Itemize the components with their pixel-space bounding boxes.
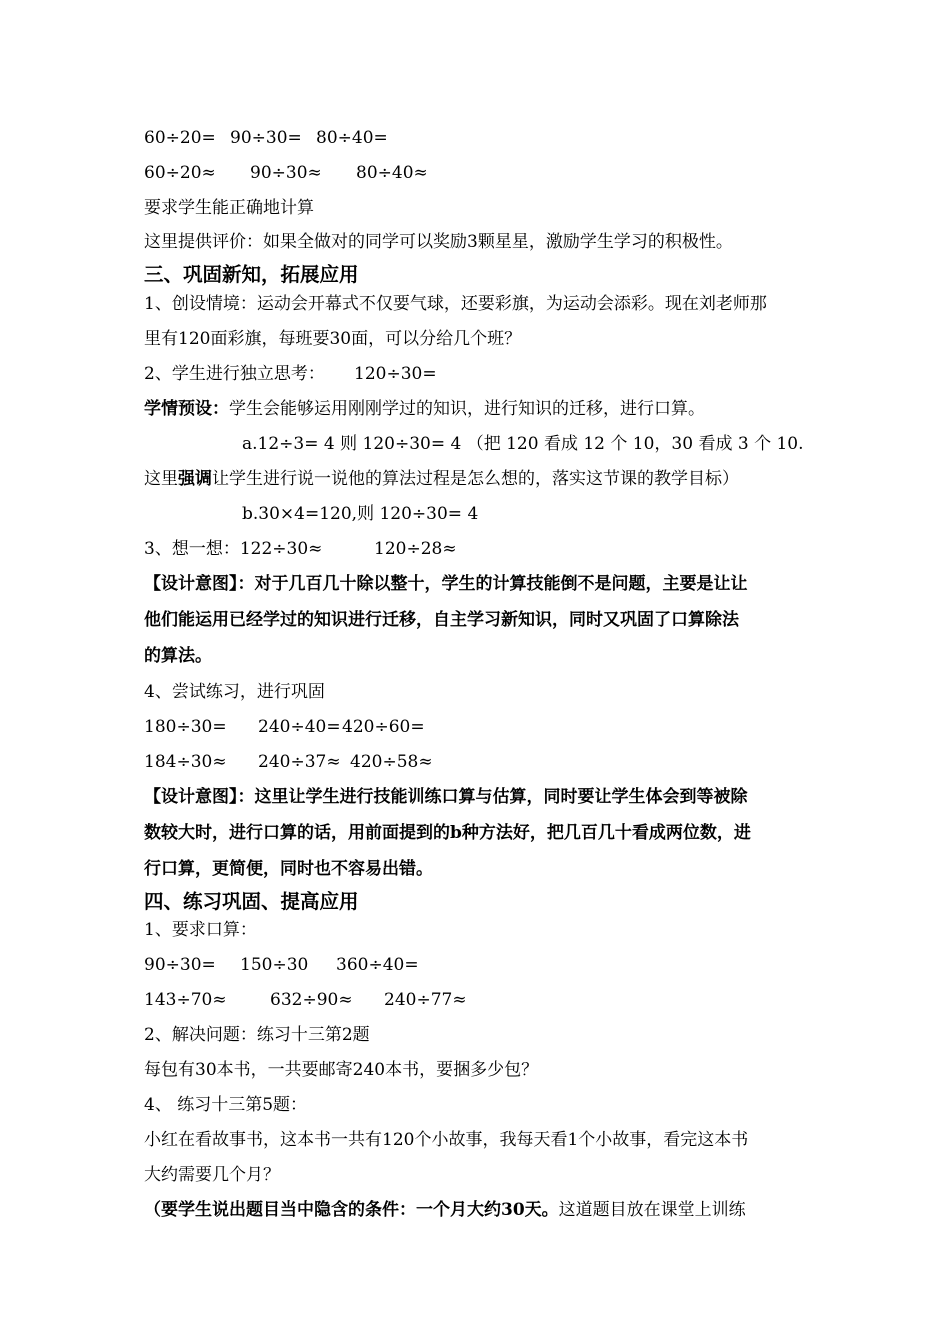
paragraph: 要求学生能正确地计算 xyxy=(144,198,314,218)
expr-line xyxy=(144,716,425,738)
text: 学生会能够运用刚刚学过的知识，进行知识的迁移，进行口算。 xyxy=(229,399,705,419)
expr: 60÷20≈ xyxy=(144,163,216,183)
paragraph: 里有120面彩旗，每班要30面，可以分给几个班？ xyxy=(144,329,522,349)
expr: 180÷30= xyxy=(144,717,227,737)
expr: 80÷40≈ xyxy=(356,163,428,183)
design-intent: 数较大时，进行口算的话，用前面提到的b种方法好，把几百几十看成两位数，进 xyxy=(144,823,751,843)
paragraph xyxy=(144,468,739,490)
expr-line xyxy=(144,751,433,773)
expr: 60÷20= xyxy=(144,128,216,148)
expr: 143÷70≈ xyxy=(144,990,227,1010)
paragraph: 每包有30本书，一共要邮寄240本书，要捆多少包？ xyxy=(144,1060,539,1080)
expr: 150÷30 xyxy=(240,955,309,975)
expr-line-1 xyxy=(144,127,388,149)
bold-label: 学情预设： xyxy=(144,399,229,419)
expr: 3、想一想：122÷30≈ xyxy=(144,539,323,559)
paragraph: 2、解决问题：练习十三第2题 xyxy=(144,1025,370,1045)
text: 让学生进行说一说他的算法过程是怎么想的，落实这节课的教学目标） xyxy=(212,469,739,489)
expr: 240÷77≈ xyxy=(384,990,467,1010)
paragraph: 1、要求口算： xyxy=(144,920,257,940)
paragraph: 4、尝试练习，进行巩固 xyxy=(144,682,325,702)
section-heading-3: 三、巩固新知，拓展应用 xyxy=(144,263,359,286)
text: 这道题目放在课堂上训练 xyxy=(558,1200,746,1220)
text: 2、学生进行独立思考： xyxy=(144,364,325,384)
expr: 420÷58≈ xyxy=(350,752,433,772)
expr-line xyxy=(144,538,457,560)
bold-text: （要学生说出题目当中隐含的条件：一个月大约30天。 xyxy=(144,1200,559,1220)
expr-line xyxy=(144,989,467,1011)
expr: 240÷40= xyxy=(258,717,341,737)
paragraph: 大约需要几个月？ xyxy=(144,1165,280,1185)
paragraph: b.30×4=120,则 120÷30= 4 xyxy=(242,504,479,524)
expr: 360÷40= xyxy=(336,955,419,975)
design-intent: 的算法。 xyxy=(144,646,212,666)
design-intent: 行口算，更简便，同时也不容易出错。 xyxy=(144,859,433,879)
text: 这里 xyxy=(144,469,178,489)
paragraph: 4、 练习十三第5题： xyxy=(144,1095,308,1115)
expr: 184÷30≈ xyxy=(144,752,227,772)
expr: 420÷60= xyxy=(342,717,425,737)
design-intent: 【设计意图】：对于几百几十除以整十，学生的计算技能倒不是问题，主要是让让 xyxy=(144,574,748,594)
expr-line xyxy=(144,954,419,976)
expr: 90÷30= xyxy=(144,955,216,975)
expr-line-2 xyxy=(144,162,428,184)
expr: 120÷28≈ xyxy=(374,539,457,559)
design-intent: 【设计意图】：这里让学生进行技能训练口算与估算，同时要让学生体会到等被除 xyxy=(144,787,748,807)
expr: 90÷30= xyxy=(230,128,302,148)
expr: 120÷30= xyxy=(354,364,437,384)
paragraph xyxy=(144,398,705,420)
paragraph: 1、创设情境：运动会开幕式不仅要气球，还要彩旗，为运动会添彩。现在刘老师那 xyxy=(144,294,767,314)
paragraph: a.12÷3= 4 则 120÷30= 4 （把 120 看成 12 个 10，30 看成 3 个 10. xyxy=(242,434,804,454)
expr-line xyxy=(144,363,437,385)
section-heading-4: 四、练习巩固、提高应用 xyxy=(144,890,359,913)
expr: 240÷37≈ xyxy=(258,752,341,772)
paragraph: 这里提供评价：如果全做对的同学可以奖励3颗星星，激励学生学习的积极性。 xyxy=(144,232,733,252)
paragraph: 小红在看故事书，这本书一共有120个小故事，我每天看1个小故事，看完这本书 xyxy=(144,1130,749,1150)
expr: 90÷30≈ xyxy=(250,163,322,183)
expr: 80÷40= xyxy=(316,128,388,148)
expr: 632÷90≈ xyxy=(270,990,353,1010)
design-intent: 他们能运用已经学过的知识进行迁移，自主学习新知识，同时又巩固了口算除法 xyxy=(144,610,739,630)
paragraph xyxy=(144,1199,746,1221)
bold-text: 强调 xyxy=(178,469,212,489)
